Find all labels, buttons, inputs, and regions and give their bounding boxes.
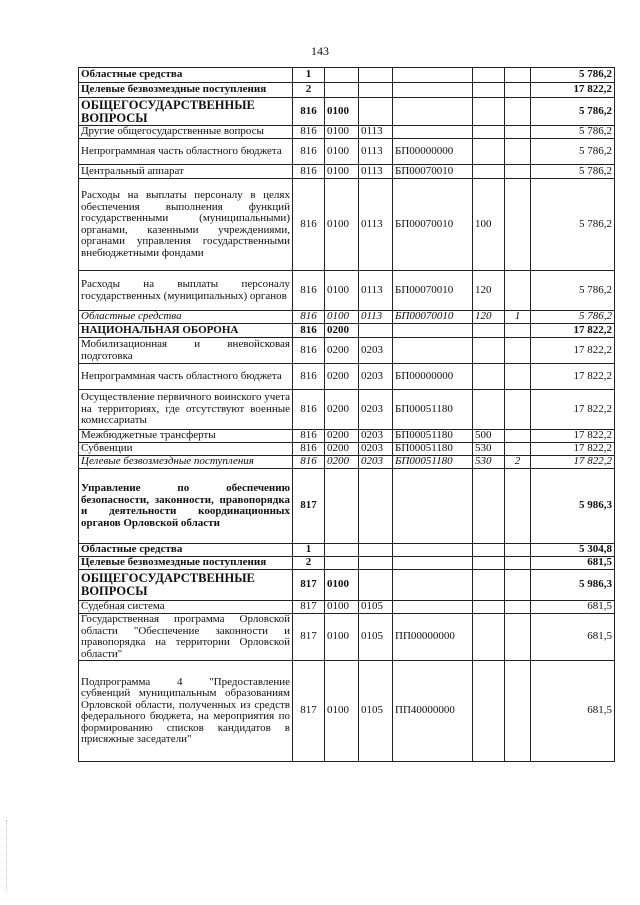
cell-csr: БП00070010	[393, 271, 473, 311]
cell-vr: 120	[473, 311, 505, 324]
cell-name: Подпрограмма 4 "Предоставление субвенций муниципальным образованиям Орловской области, полученных из средств федерального бюджета, на мероприятия по формированию списков кандидатов в присяжные заседатели"	[79, 661, 293, 762]
cell-pr: 0113	[359, 126, 393, 139]
cell-name: Непрограммная часть областного бюджета	[79, 139, 293, 165]
cell-ved: 817	[293, 570, 325, 601]
cell-ved: 2	[293, 83, 325, 98]
table-row	[79, 83, 615, 98]
cell-rz: 0100	[325, 165, 359, 179]
cell-src	[505, 324, 531, 338]
cell-sum: 5 786,2	[531, 68, 615, 83]
cell-ved: 816	[293, 443, 325, 456]
cell-src	[505, 390, 531, 430]
cell-name: Расходы на выплаты персоналу в целях обеспечения выполнения функций государственными (муниципальными) органами, казенными учреждениями, органами управления государственными внебюджетными фондами	[79, 179, 293, 271]
cell-rz: 0100	[325, 570, 359, 601]
cell-ved: 816	[293, 139, 325, 165]
cell-src	[505, 614, 531, 661]
cell-rz	[325, 68, 359, 83]
cell-sum: 681,5	[531, 661, 615, 762]
cell-sum: 5 786,2	[531, 126, 615, 139]
cell-vr	[473, 126, 505, 139]
cell-csr: БП00051180	[393, 443, 473, 456]
cell-pr: 0113	[359, 165, 393, 179]
cell-pr: 0113	[359, 311, 393, 324]
cell-src	[505, 179, 531, 271]
cell-src	[505, 338, 531, 364]
table-row	[79, 98, 615, 126]
cell-name: Непрограммная часть областного бюджета	[79, 364, 293, 390]
cell-src	[505, 139, 531, 165]
cell-rz: 0100	[325, 271, 359, 311]
cell-csr	[393, 68, 473, 83]
cell-ved: 816	[293, 126, 325, 139]
cell-src	[505, 469, 531, 544]
cell-vr: 500	[473, 430, 505, 443]
cell-name: Центральный аппарат	[79, 165, 293, 179]
cell-src	[505, 364, 531, 390]
cell-ved: 816	[293, 456, 325, 469]
cell-csr	[393, 601, 473, 614]
cell-pr: 0113	[359, 179, 393, 271]
cell-sum: 5 786,2	[531, 165, 615, 179]
cell-csr	[393, 544, 473, 557]
scan-edge-marks	[6, 820, 9, 890]
cell-rz: 0100	[325, 614, 359, 661]
cell-name: Мобилизационная и вневойсковая подготовка	[79, 338, 293, 364]
cell-rz	[325, 544, 359, 557]
cell-rz	[325, 469, 359, 544]
cell-csr	[393, 126, 473, 139]
cell-csr: БП00051180	[393, 390, 473, 430]
cell-vr	[473, 68, 505, 83]
cell-sum: 17 822,2	[531, 324, 615, 338]
cell-sum: 681,5	[531, 557, 615, 570]
cell-src	[505, 661, 531, 762]
cell-rz: 0200	[325, 364, 359, 390]
cell-pr: 0203	[359, 364, 393, 390]
cell-rz: 0200	[325, 390, 359, 430]
cell-sum: 17 822,2	[531, 364, 615, 390]
table-row	[79, 661, 615, 762]
cell-sum: 5 986,3	[531, 570, 615, 601]
cell-sum: 5 786,2	[531, 179, 615, 271]
cell-src	[505, 83, 531, 98]
cell-ved: 816	[293, 364, 325, 390]
cell-pr: 0105	[359, 614, 393, 661]
cell-rz: 0100	[325, 179, 359, 271]
cell-ved: 816	[293, 165, 325, 179]
cell-ved: 817	[293, 614, 325, 661]
cell-pr: 0203	[359, 443, 393, 456]
cell-ved: 817	[293, 469, 325, 544]
cell-pr	[359, 68, 393, 83]
cell-sum: 17 822,2	[531, 456, 615, 469]
cell-sum: 5 786,2	[531, 139, 615, 165]
table-row	[79, 311, 615, 324]
cell-rz: 0200	[325, 338, 359, 364]
cell-csr	[393, 469, 473, 544]
cell-vr	[473, 614, 505, 661]
table-row	[79, 338, 615, 364]
cell-rz: 0200	[325, 324, 359, 338]
page-number: 143	[311, 44, 329, 58]
table-row	[79, 165, 615, 179]
cell-pr: 0203	[359, 338, 393, 364]
cell-pr	[359, 469, 393, 544]
cell-sum: 5 986,3	[531, 469, 615, 544]
cell-src	[505, 165, 531, 179]
budget-table	[78, 67, 615, 762]
table-row	[79, 456, 615, 469]
cell-csr: БП00070010	[393, 179, 473, 271]
cell-rz: 0100	[325, 661, 359, 762]
cell-rz: 0200	[325, 456, 359, 469]
cell-csr: БП00051180	[393, 456, 473, 469]
table-row	[79, 443, 615, 456]
cell-sum: 17 822,2	[531, 390, 615, 430]
cell-pr: 0113	[359, 271, 393, 311]
cell-name: ОБЩЕГОСУДАРСТВЕННЫЕ ВОПРОСЫ	[79, 98, 293, 126]
cell-src	[505, 557, 531, 570]
table-row	[79, 601, 615, 614]
table-row	[79, 179, 615, 271]
cell-rz: 0200	[325, 430, 359, 443]
cell-name: Субвенции	[79, 443, 293, 456]
cell-sum: 17 822,2	[531, 430, 615, 443]
cell-ved: 816	[293, 98, 325, 126]
cell-vr	[473, 390, 505, 430]
cell-name: Государственная программа Орловской области "Обеспечение законности и правопорядка на территории Орловской области"	[79, 614, 293, 661]
cell-ved: 816	[293, 390, 325, 430]
cell-src	[505, 430, 531, 443]
cell-rz: 0200	[325, 443, 359, 456]
cell-name: Управление по обеспечению безопасности, законности, правопорядка и деятельности координационных органов Орловской области	[79, 469, 293, 544]
cell-pr: 0105	[359, 601, 393, 614]
cell-ved: 816	[293, 179, 325, 271]
cell-csr: ПП40000000	[393, 661, 473, 762]
cell-sum: 5 786,2	[531, 311, 615, 324]
cell-name: Областные средства	[79, 311, 293, 324]
cell-pr	[359, 98, 393, 126]
table-row	[79, 390, 615, 430]
cell-csr: БП00070010	[393, 165, 473, 179]
table-row	[79, 430, 615, 443]
cell-name: Другие общегосударственные вопросы	[79, 126, 293, 139]
cell-csr: БП00051180	[393, 430, 473, 443]
cell-sum: 17 822,2	[531, 83, 615, 98]
cell-sum: 17 822,2	[531, 443, 615, 456]
cell-src	[505, 443, 531, 456]
cell-csr	[393, 570, 473, 601]
cell-vr: 100	[473, 179, 505, 271]
cell-csr	[393, 98, 473, 126]
cell-pr: 0203	[359, 430, 393, 443]
cell-vr	[473, 661, 505, 762]
cell-src	[505, 544, 531, 557]
cell-vr	[473, 324, 505, 338]
table-row	[79, 324, 615, 338]
cell-pr: 0203	[359, 456, 393, 469]
cell-csr: БП00000000	[393, 364, 473, 390]
cell-name: Расходы на выплаты персоналу государственных (муниципальных) органов	[79, 271, 293, 311]
table-row	[79, 469, 615, 544]
cell-pr	[359, 83, 393, 98]
cell-name: Целевые безвозмездные поступления	[79, 456, 293, 469]
cell-rz: 0100	[325, 139, 359, 165]
cell-pr: 0105	[359, 661, 393, 762]
table-row	[79, 68, 615, 83]
cell-pr: 0203	[359, 390, 393, 430]
table-row	[79, 271, 615, 311]
cell-pr	[359, 570, 393, 601]
table-row	[79, 557, 615, 570]
cell-src	[505, 68, 531, 83]
cell-sum: 681,5	[531, 601, 615, 614]
cell-src: 1	[505, 311, 531, 324]
cell-ved: 816	[293, 271, 325, 311]
cell-vr	[473, 165, 505, 179]
cell-ved: 1	[293, 68, 325, 83]
cell-vr	[473, 469, 505, 544]
cell-rz	[325, 557, 359, 570]
cell-pr: 0113	[359, 139, 393, 165]
cell-pr	[359, 544, 393, 557]
table-row	[79, 139, 615, 165]
cell-sum: 5 786,2	[531, 98, 615, 126]
cell-csr	[393, 557, 473, 570]
cell-vr	[473, 364, 505, 390]
cell-src	[505, 126, 531, 139]
cell-vr	[473, 338, 505, 364]
cell-ved: 817	[293, 601, 325, 614]
table-row	[79, 126, 615, 139]
cell-csr	[393, 83, 473, 98]
cell-rz: 0100	[325, 98, 359, 126]
cell-ved: 2	[293, 557, 325, 570]
cell-rz: 0100	[325, 601, 359, 614]
cell-ved: 816	[293, 311, 325, 324]
cell-vr	[473, 98, 505, 126]
cell-vr	[473, 601, 505, 614]
cell-name: Целевые безвозмездные поступления	[79, 83, 293, 98]
cell-rz	[325, 83, 359, 98]
cell-vr: 530	[473, 456, 505, 469]
cell-rz: 0100	[325, 311, 359, 324]
cell-vr: 120	[473, 271, 505, 311]
table-row	[79, 614, 615, 661]
cell-vr	[473, 570, 505, 601]
cell-csr: БП00070010	[393, 311, 473, 324]
cell-name: Областные средства	[79, 544, 293, 557]
cell-ved: 1	[293, 544, 325, 557]
cell-ved: 816	[293, 338, 325, 364]
cell-vr: 530	[473, 443, 505, 456]
cell-csr	[393, 324, 473, 338]
cell-pr	[359, 557, 393, 570]
table-row	[79, 570, 615, 601]
cell-rz: 0100	[325, 126, 359, 139]
cell-pr	[359, 324, 393, 338]
cell-name: Судебная система	[79, 601, 293, 614]
cell-vr	[473, 139, 505, 165]
cell-src	[505, 98, 531, 126]
table-row	[79, 364, 615, 390]
cell-name: НАЦИОНАЛЬНАЯ ОБОРОНА	[79, 324, 293, 338]
cell-sum: 5 304,8	[531, 544, 615, 557]
cell-name: ОБЩЕГОСУДАРСТВЕННЫЕ ВОПРОСЫ	[79, 570, 293, 601]
cell-sum: 17 822,2	[531, 338, 615, 364]
table-row	[79, 544, 615, 557]
cell-src: 2	[505, 456, 531, 469]
cell-name: Межбюджетные трансферты	[79, 430, 293, 443]
cell-name: Целевые безвозмездные поступления	[79, 557, 293, 570]
cell-csr: ПП00000000	[393, 614, 473, 661]
cell-ved: 816	[293, 430, 325, 443]
cell-sum: 5 786,2	[531, 271, 615, 311]
cell-vr	[473, 557, 505, 570]
cell-ved: 816	[293, 324, 325, 338]
cell-src	[505, 271, 531, 311]
cell-name: Осуществление первичного воинского учета на территориях, где отсутствуют военные комиссариаты	[79, 390, 293, 430]
cell-csr: БП00000000	[393, 139, 473, 165]
cell-csr	[393, 338, 473, 364]
cell-ved: 817	[293, 661, 325, 762]
cell-vr	[473, 544, 505, 557]
cell-vr	[473, 83, 505, 98]
cell-name: Областные средства	[79, 68, 293, 83]
cell-sum: 681,5	[531, 614, 615, 661]
cell-src	[505, 601, 531, 614]
cell-src	[505, 570, 531, 601]
